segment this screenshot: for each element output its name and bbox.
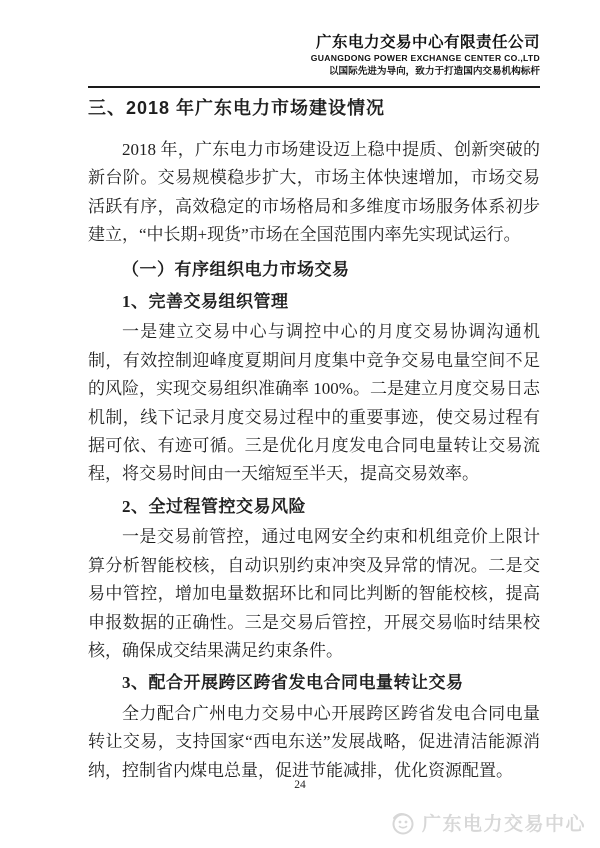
watermark-text: 广东电力交易中心: [421, 814, 586, 835]
letterhead: [311, 33, 540, 79]
numbered-heading-2: 2、全过程管控交易风险: [122, 496, 306, 516]
numbered-heading-3: 3、配合开展跨区跨省发电合同电量转让交易: [122, 673, 464, 693]
document-body: [88, 96, 540, 785]
paragraph-3: 全力配合广州电力交易中心开展跨区跨省发电合同电量转让交易，支持国家“西电东送”发展战略，促进清洁能源消纳，控制省内煤电总量，促进节能减排，优化资源配置。: [88, 703, 540, 780]
header-divider: [88, 86, 540, 88]
paragraph-2: 一是交易前管控，通过电网安全约束和机组竞价上限计算分析智能校核，自动识别约束冲突及异常的情况。二是交易中管控，增加电量数据环比和同比判断的智能校核，提高申报数据的正确性。三是交易后管控，开展交易临时结果校核，确保成交结果满足约束条件。: [88, 527, 540, 660]
numbered-heading-1: 1、完善交易组织管理: [122, 292, 289, 312]
page-number: 24: [294, 779, 306, 791]
paragraph-intro: 2018 年，广东电力市场建设迈上稳中提质、创新突破的新台阶。交易规模稳步扩大，市场主体快速增加，市场交易活跃有序，高效稳定的市场格局和多维度市场服务体系初步建立，“中长期+现货”市场在全国范围内率先实现试运行。: [88, 140, 540, 245]
section-title: 三、2018 年广东电力市场建设情况: [88, 98, 386, 118]
subsection-heading-1: （一）有序组织电力市场交易: [122, 259, 350, 279]
company-slogan: 以国际先进为导向，致力于打造国内交易机构标杆: [328, 66, 540, 77]
company-name-en: GUANGDONG POWER EXCHANGE CENTER CO.,LTD: [310, 53, 540, 63]
watermark: [390, 809, 586, 836]
paragraph-1: 一是建立交易中心与调控中心的月度交易协调沟通机制，有效控制迎峰度夏期间月度集中竞争交易电量空间不足的风险，实现交易组织准确率 100%。二是建立月度交易日志机制，线下记录月度交易过程中的重要事迹，使交易过程有据可依、有迹可循。三是优化月度发电合同电量转让交易流程，将交易时间由一天缩短至半天，提高交易效率。: [88, 322, 540, 484]
exchange-logo-icon: [390, 810, 416, 836]
company-name-cn: 广东电力交易中心有限责任公司: [315, 34, 540, 51]
